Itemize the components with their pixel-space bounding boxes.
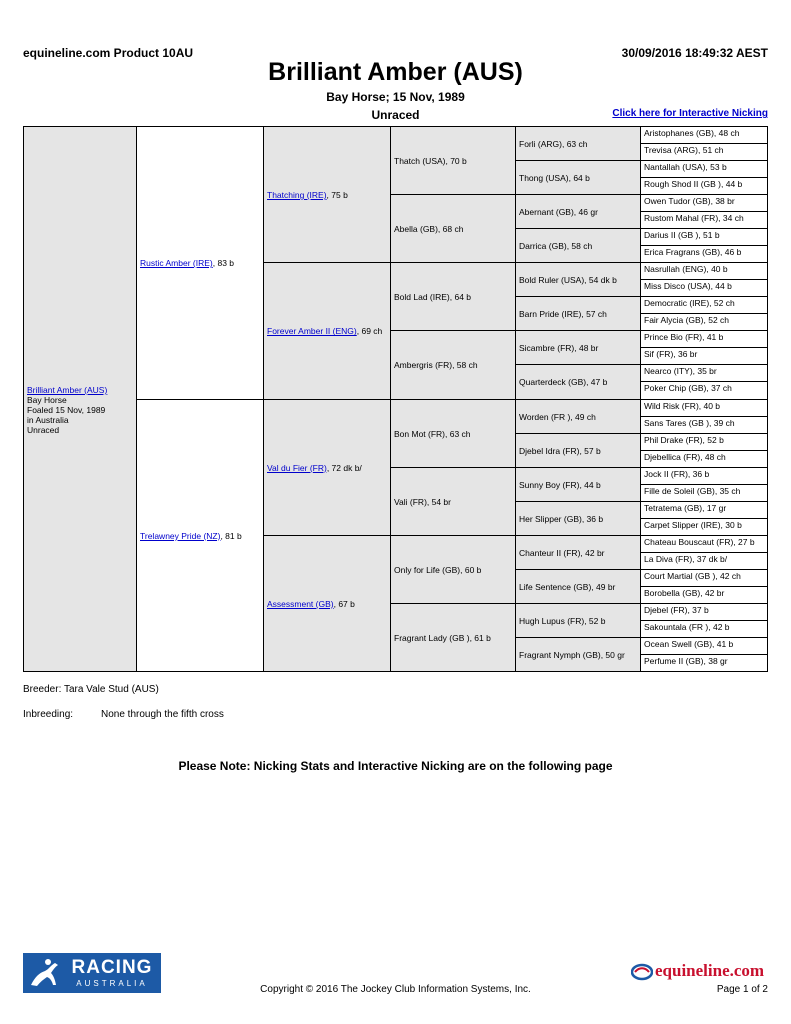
subject-cell — [23, 126, 137, 672]
ancestor-cell: Perfume II (GB), 38 gr — [640, 654, 768, 672]
ancestor-cell: Hugh Lupus (FR), 52 b — [515, 603, 641, 638]
page-title: Brilliant Amber (AUS) — [268, 58, 523, 86]
ancestor-cell: Chateau Bouscaut (FR), 27 b — [640, 535, 768, 553]
ancestor-cell: Trevisa (ARG), 51 ch — [640, 143, 768, 161]
ancestor-cell: Fille de Soleil (GB), 35 ch — [640, 484, 768, 502]
ancestor-cell: Poker Chip (GB), 37 ch — [640, 381, 768, 399]
ancestor-cell: Barn Pride (IRE), 57 ch — [515, 296, 641, 331]
ancestor-cell: Tetratema (GB), 17 gr — [640, 501, 768, 519]
ancestor-link[interactable]: Val du Fier (FR) — [267, 462, 327, 473]
racing-logo-subword: AUSTRALIA — [76, 979, 148, 988]
ancestor-cell: Rough Shod II (GB ), 44 b — [640, 177, 768, 195]
ancestor-cell: Darrica (GB), 58 ch — [515, 228, 641, 263]
ancestor-cell: Chanteur II (FR), 42 br — [515, 535, 641, 570]
ancestor-cell: Democratic (IRE), 52 ch — [640, 296, 768, 314]
ancestor-cell: Nearco (ITY), 35 br — [640, 364, 768, 382]
equineline-logo-word: equineline.com — [655, 961, 765, 980]
ancestor-cell: Prince Bio (FR), 41 b — [640, 330, 768, 348]
grandparent-cell — [263, 535, 391, 672]
ancestor-cell: Borobella (GB), 42 br — [640, 586, 768, 604]
page-number: Page 1 of 2 — [716, 984, 768, 995]
ancestor-cell: Thong (USA), 64 b — [515, 160, 641, 195]
ancestor-info: , 72 dk b/ — [326, 462, 362, 473]
equineline-swoosh-icon — [631, 963, 653, 981]
ancestor-cell: Carpet Slipper (IRE), 30 b — [640, 518, 768, 536]
subject-detail: Bay Horse — [27, 395, 67, 405]
equineline-logo — [631, 961, 767, 983]
interactive-nicking-link[interactable]: Click here for Interactive Nicking — [612, 108, 768, 119]
racing-logo-word: RACING — [71, 957, 153, 978]
ancestor-cell: Abernant (GB), 46 gr — [515, 194, 641, 229]
nicking-note: Please Note: Nicking Stats and Interactive Nicking are on the following page — [178, 759, 613, 773]
grandparent-cell — [263, 126, 391, 263]
ancestor-cell: Darius II (GB ), 51 b — [640, 228, 768, 246]
ancestor-cell: Forli (ARG), 63 ch — [515, 126, 641, 161]
subject-detail: Foaled 15 Nov, 1989 — [27, 405, 106, 415]
ancestor-cell: Her Slipper (GB), 36 b — [515, 501, 641, 536]
ancestor-cell: Worden (FR ), 49 ch — [515, 399, 641, 434]
ancestor-link[interactable]: Assessment (GB) — [267, 598, 334, 609]
ancestor-cell: Sif (FR), 36 br — [640, 347, 768, 365]
sire-cell — [136, 126, 264, 400]
subject-link[interactable]: Brilliant Amber (AUS) — [27, 385, 108, 395]
ancestor-cell: Vali (FR), 54 br — [390, 467, 516, 536]
breeder-text: Breeder: Tara Vale Stud (AUS) — [23, 684, 159, 695]
ancestor-cell: Djebel Idra (FR), 57 b — [515, 433, 641, 468]
ancestor-cell: Wild Risk (FR), 40 b — [640, 399, 768, 417]
ancestor-cell: Owen Tudor (GB), 38 br — [640, 194, 768, 212]
ancestor-cell: Djebel (FR), 37 b — [640, 603, 768, 621]
ancestor-cell: Abella (GB), 68 ch — [390, 194, 516, 263]
ancestor-cell: Bon Mot (FR), 63 ch — [390, 399, 516, 468]
race-status: Unraced — [371, 108, 420, 122]
ancestor-cell: Life Sentence (GB), 49 br — [515, 569, 641, 604]
ancestor-link[interactable]: Forever Amber II (ENG) — [267, 326, 357, 337]
ancestor-cell: Nantallah (USA), 53 b — [640, 160, 768, 178]
ancestor-link[interactable]: Rustic Amber (IRE) — [140, 258, 213, 269]
ancestor-cell: Bold Ruler (USA), 54 dk b — [515, 262, 641, 297]
pedigree-table — [23, 126, 768, 671]
dam-cell — [136, 399, 264, 673]
ancestor-cell: Nasrullah (ENG), 40 b — [640, 262, 768, 280]
grandparent-cell — [263, 399, 391, 536]
ancestor-cell: Fair Alycia (GB), 52 ch — [640, 313, 768, 331]
ancestor-cell: Quarterdeck (GB), 47 b — [515, 364, 641, 399]
ancestor-link[interactable]: Trelawney Pride (NZ) — [140, 530, 221, 541]
horse-subtitle: Bay Horse; 15 Nov, 1989 — [326, 90, 465, 104]
ancestor-cell: Sunny Boy (FR), 44 b — [515, 467, 641, 502]
ancestor-cell: Djebellica (FR), 48 ch — [640, 450, 768, 468]
inbreeding-value: None through the fifth cross — [101, 709, 224, 720]
ancestor-info: , 67 b — [333, 598, 355, 609]
ancestor-info: , 69 ch — [356, 326, 383, 337]
copyright-text: Copyright © 2016 The Jockey Club Information Systems, Inc. — [260, 984, 531, 995]
ancestor-cell: Aristophanes (GB), 48 ch — [640, 126, 768, 144]
ancestor-cell: Phil Drake (FR), 52 b — [640, 433, 768, 451]
ancestor-cell: Fragrant Nymph (GB), 50 gr — [515, 637, 641, 672]
ancestor-cell: Bold Lad (IRE), 64 b — [390, 262, 516, 331]
ancestor-cell: Sakountala (FR ), 42 b — [640, 620, 768, 638]
ancestor-cell: Ambergris (FR), 58 ch — [390, 330, 516, 399]
ancestor-cell: Rustom Mahal (FR), 34 ch — [640, 211, 768, 229]
ancestor-link[interactable]: Thatching (IRE) — [267, 190, 327, 201]
ancestor-info: , 75 b — [326, 190, 348, 201]
ancestor-cell: Ocean Swell (GB), 41 b — [640, 637, 768, 655]
subject-detail: in Australia — [27, 415, 69, 425]
ancestor-cell: Thatch (USA), 70 b — [390, 126, 516, 195]
ancestor-cell: Jock II (FR), 36 b — [640, 467, 768, 485]
ancestor-info: , 83 b — [212, 258, 235, 269]
ancestor-cell: Erica Fragrans (GB), 46 b — [640, 245, 768, 263]
ancestor-cell: Court Martial (GB ), 42 ch — [640, 569, 768, 587]
ancestor-cell: Fragrant Lady (GB ), 61 b — [390, 603, 516, 672]
ancestor-cell: Miss Disco (USA), 44 b — [640, 279, 768, 297]
product-label: equineline.com Product 10AU — [23, 46, 194, 60]
ancestor-cell: Sicambre (FR), 48 br — [515, 330, 641, 365]
subject-detail: Unraced — [27, 425, 60, 435]
ancestor-cell: Sans Tares (GB ), 39 ch — [640, 416, 768, 434]
ancestor-cell: La Diva (FR), 37 dk b/ — [640, 552, 768, 570]
ancestor-cell: Only for Life (GB), 60 b — [390, 535, 516, 604]
report-timestamp: 30/09/2016 18:49:32 AEST — [621, 46, 768, 60]
grandparent-cell — [263, 262, 391, 399]
inbreeding-label: Inbreeding: — [23, 709, 74, 720]
ancestor-info: , 81 b — [220, 530, 242, 541]
